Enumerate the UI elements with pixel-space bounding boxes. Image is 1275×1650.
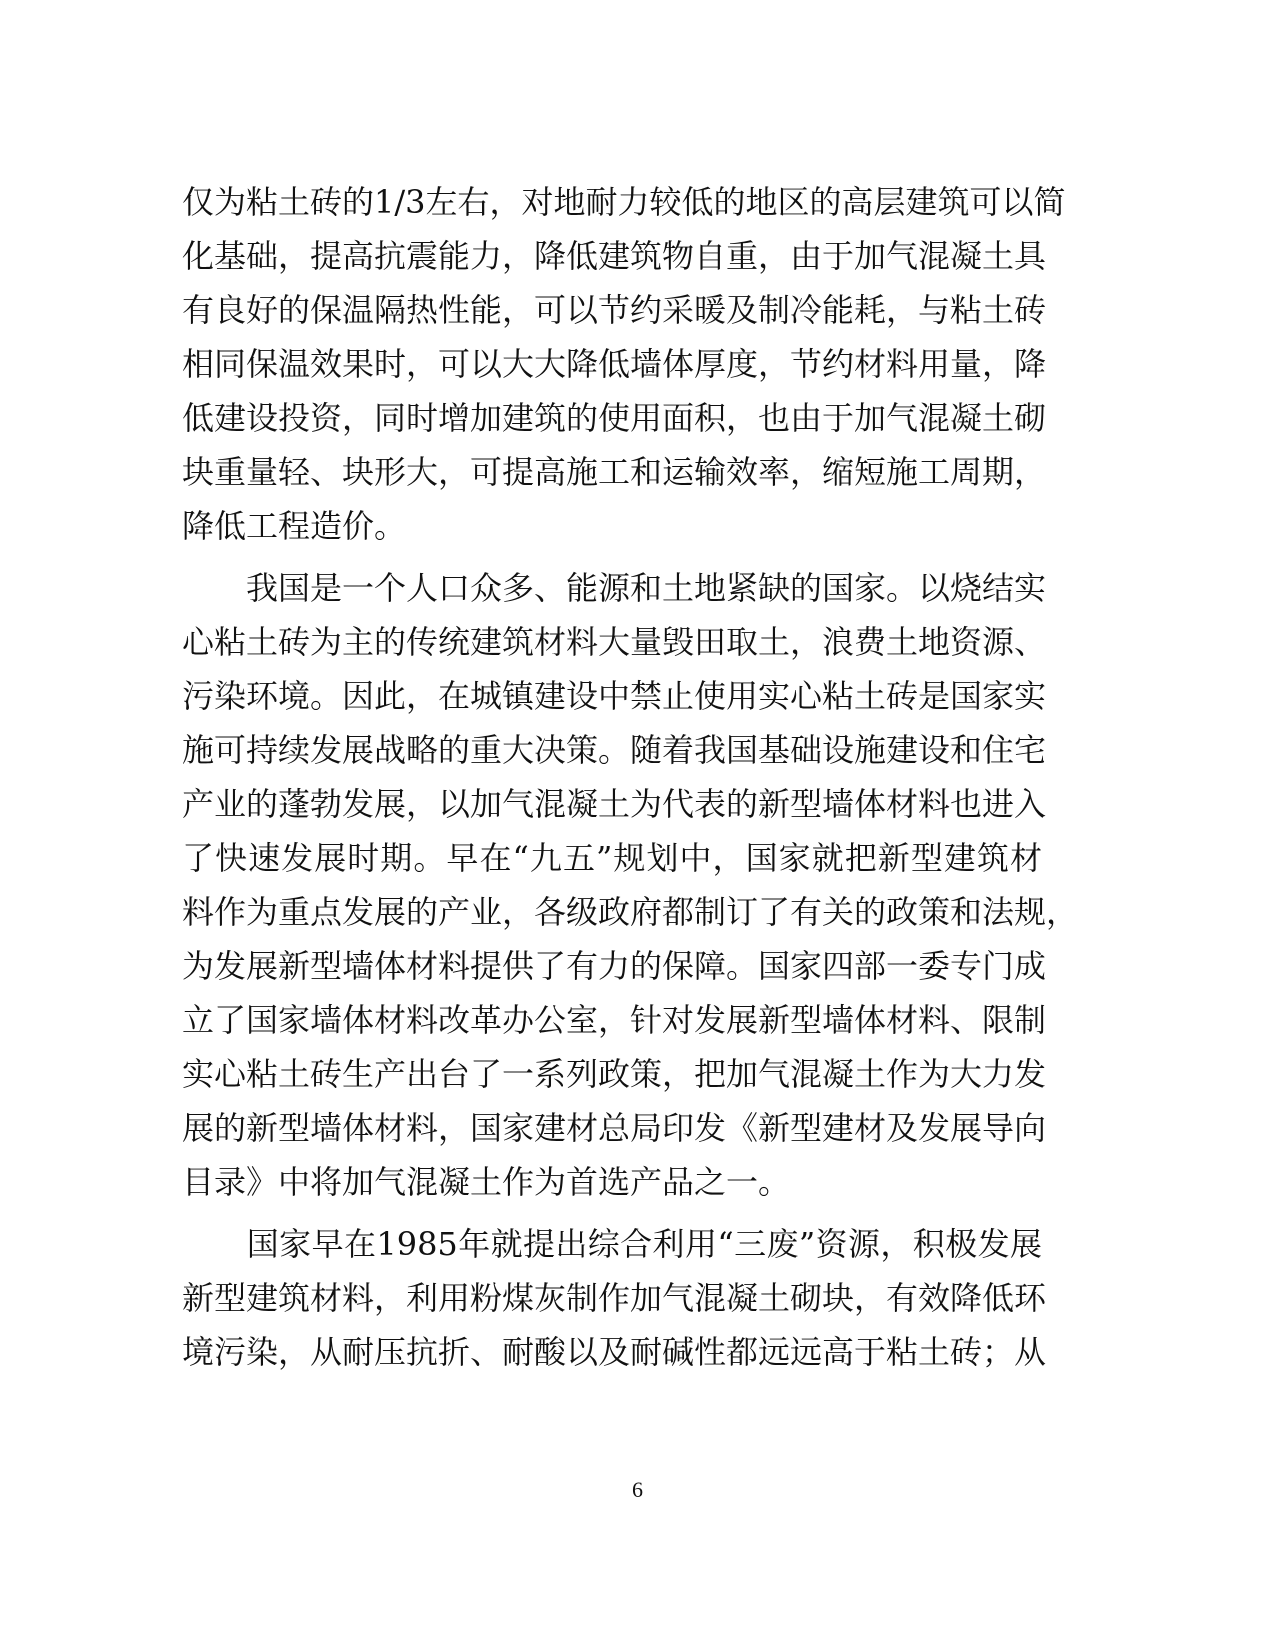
text-line: 降低工程造价。 bbox=[182, 507, 407, 545]
text-line: 我国是一个人口众多、能源和土地紧缺的国家。以烧结实 bbox=[182, 569, 1047, 607]
text-line: 有良好的保温隔热性能，可以节约采暖及制冷能耗，与粘土砖 bbox=[182, 291, 1047, 329]
paragraph-1 bbox=[182, 175, 1066, 553]
text-line: 国家早在1985年就提出综合利用“三废”资源，积极发展 bbox=[182, 1225, 1042, 1263]
text-line: 立了国家墙体材料改革办公室，针对发展新型墙体材料、限制 bbox=[182, 1001, 1047, 1039]
text-line: 目录》中将加气混凝土作为首选产品之一。 bbox=[182, 1163, 791, 1201]
text-line: 境污染，从耐压抗折、耐酸以及耐碱性都远远高于粘土砖；从 bbox=[182, 1333, 1047, 1371]
text-line: 污染环境。因此，在城镇建设中禁止使用实心粘土砖是国家实 bbox=[182, 677, 1047, 715]
text-line: 产业的蓬勃发展，以加气混凝土为代表的新型墙体材料也进入 bbox=[182, 785, 1047, 823]
text-line: 仅为粘土砖的1/3左右，对地耐力较低的地区的高层建筑可以简 bbox=[182, 183, 1066, 221]
text-line: 相同保温效果时，可以大大降低墙体厚度，节约材料用量，降 bbox=[182, 345, 1047, 383]
text-line: 新型建筑材料，利用粉煤灰制作加气混凝土砌块，有效降低环 bbox=[182, 1279, 1047, 1317]
text-line: 施可持续发展战略的重大决策。随着我国基础设施建设和住宅 bbox=[182, 731, 1047, 769]
text-line: 展的新型墙体材料，国家建材总局印发《新型建材及发展导向 bbox=[182, 1109, 1047, 1147]
text-line: 实心粘土砖生产出台了一系列政策，把加气混凝土作为大力发 bbox=[182, 1055, 1047, 1093]
text-line: 料作为重点发展的产业，各级政府都制订了有关的政策和法规， bbox=[182, 893, 1079, 931]
text-line: 为发展新型墙体材料提供了有力的保障。国家四部一委专门成 bbox=[182, 947, 1047, 985]
text-line: 块重量轻、块形大，可提高施工和运输效率，缩短施工周期， bbox=[182, 453, 1047, 491]
text-line: 化基础，提高抗震能力，降低建筑物自重，由于加气混凝土具 bbox=[182, 237, 1047, 275]
paragraph-3 bbox=[182, 1217, 1047, 1379]
text-line: 低建设投资，同时增加建筑的使用面积，也由于加气混凝土砌 bbox=[182, 399, 1047, 437]
page-number: 6 bbox=[632, 1477, 643, 1502]
text-line: 了快速发展时期。早在“九五”规划中，国家就把新型建筑材 bbox=[182, 839, 1042, 877]
document-body bbox=[182, 175, 1079, 1379]
text-line: 心粘土砖为主的传统建筑材料大量毁田取土，浪费土地资源、 bbox=[182, 623, 1047, 661]
paragraph-2 bbox=[182, 561, 1079, 1209]
